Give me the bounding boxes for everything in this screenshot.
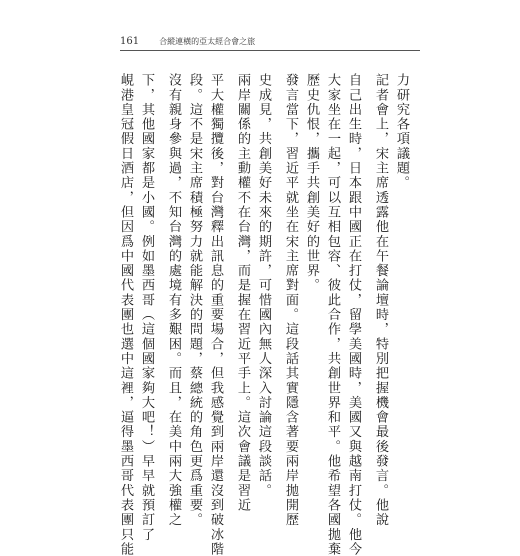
header-rule [120,50,420,51]
text-column: 兩岸關係的主動權不在台灣，而是握在習近平手上。這次會議是習近 [235,73,250,513]
text-column: 力研究各項議題。 [394,73,409,191]
page-header [120,36,255,47]
text-column: 史成見，共創美好未來的期許，可惜國內無人深入討論這段談話。 [256,73,271,498]
text-column: 記者會上，宋主席透露他在午餐論壇時，特別把握機會最後發言。他說 [373,73,388,528]
running-title: 合縱連橫的亞太經合會之旅 [159,37,256,46]
text-column: 沒有親身參與過，不知台灣的處境有多艱困。而且，在美中兩大強權之 [166,73,181,528]
text-column: 平大權獨攬後，對台灣釋出訊息的重要場合，但我感覺到兩岸還沒到破冰階 [208,73,223,556]
text-column: 歷史仇恨，攜手共創美好的世界。 [304,73,319,293]
text-column: 自己出生時，日本跟中國正在打仗，留學美國時，美國又與越南打仗。他今 [346,73,361,556]
vertical-text-body [113,73,409,556]
text-column: 發言當下，習近平就坐在宋主席對面。這段話其實隱含著要兩岸拋開歷 [283,73,298,528]
text-column: 峴港皇冠假日酒店，但因爲中國代表團也選中這裡，逼得墨西哥代表團只能 [118,73,133,556]
text-column: 段。這不是宋主席積極努力就能解決的問題，蔡總統的角色更爲重要。 [187,73,202,528]
page-number: 161 [120,36,140,47]
text-column: 大家坐在一起，可以互相包容、彼此合作，共創世界和平。他希望各國拋棄 [325,73,340,556]
text-column: 下，其他國家都是小國。例如墨西哥（這個國家夠大吧！）早早就預訂了 [139,73,154,542]
